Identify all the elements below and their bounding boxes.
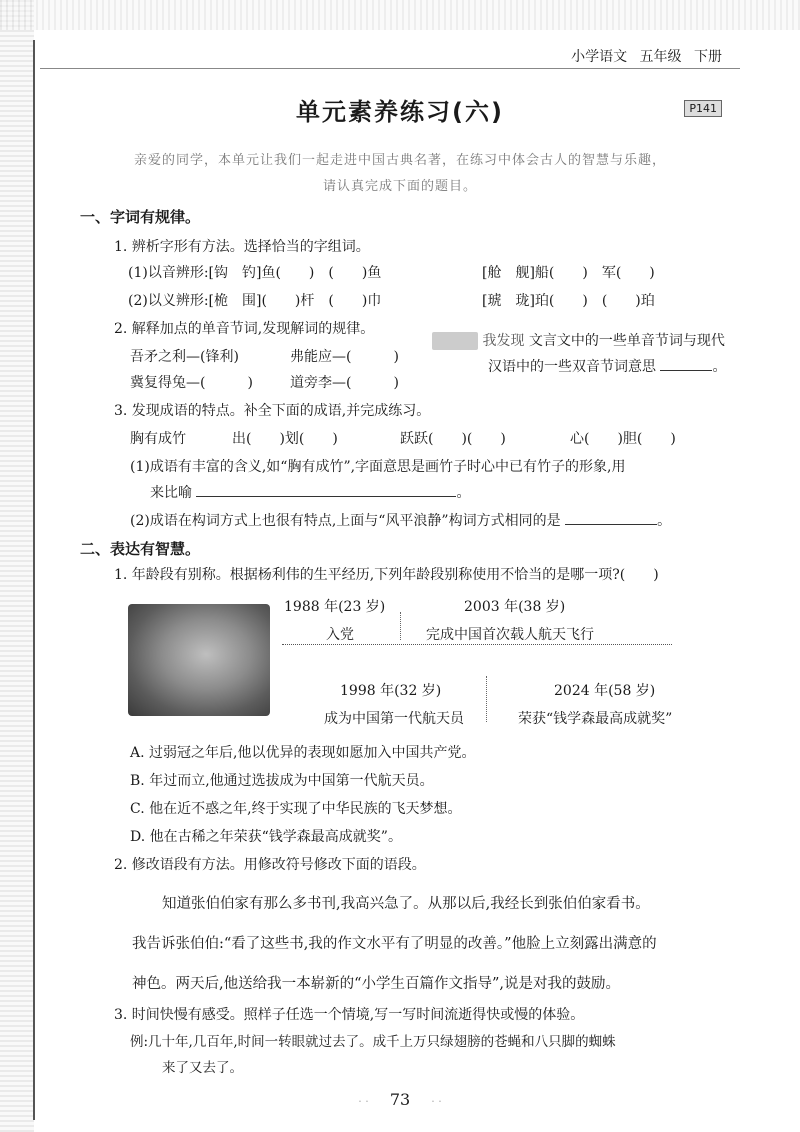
timeline-event-1998: 成为中国第一代航天员 xyxy=(324,711,464,727)
timeline-tick xyxy=(400,612,401,640)
intro-line-2: 请认真完成下面的题目。 xyxy=(322,179,477,194)
option-c[interactable]: C. 他在近不惑之年,终于实现了中华民族的飞天梦想。 xyxy=(130,801,462,817)
s2-q2-stem: 2. 修改语段有方法。用修改符号修改下面的语段。 xyxy=(114,857,426,873)
option-d[interactable]: D. 他在古稀之年荣获“钱学森最高成就奖”。 xyxy=(130,829,402,845)
scan-edge-top xyxy=(0,0,800,30)
section-2-title: 二、表达有智慧。 xyxy=(80,540,201,558)
s1-q3-p2-text: (2)成语在构词方式上也很有特点,上面与“风平浪静”构词方式相同的是 xyxy=(130,513,561,529)
intro-text xyxy=(80,148,720,200)
s1-q3-stem: 3. 发现成语的特点。补全下面的成语,并完成练习。 xyxy=(114,403,431,419)
header-subject: 小学语文 xyxy=(571,49,628,65)
idiom-3: 跃跃( )( ) xyxy=(400,431,506,447)
hint-text-1: 文言文中的一些单音节词与现代 xyxy=(528,333,725,349)
s1-q1-row1b: [舱 舰]船( ) 军( ) xyxy=(482,265,655,281)
s1-q3-p1b: 来比喻 。 xyxy=(150,485,471,501)
s2-q2-para-2: 我告诉张伯伯:“看了这些书,我的作文水平有了明显的改善。”他脸上立刻露出满意的 xyxy=(132,936,657,952)
timeline-year-1988: 1988 年(23 岁) xyxy=(284,599,386,615)
timeline-event-2024: 荣获“钱学森最高成就奖” xyxy=(518,711,673,727)
hint-answer-blank[interactable] xyxy=(660,358,712,371)
s1-q2-item-d: 道旁李—( ) xyxy=(290,375,399,391)
page-footer xyxy=(0,1090,800,1109)
s2-q2-para-3: 神色。两天后,他送给我一本崭新的“小学生百篇作文指导”,说是对我的鼓励。 xyxy=(132,976,621,992)
discover-icon xyxy=(432,332,478,350)
s2-q2-para-1: 知道张伯伯家有那么多书刊,我高兴急了。从那以后,我经长到张伯伯家看书。 xyxy=(162,896,650,912)
timeline-tick xyxy=(486,676,487,722)
intro-line-1: 亲爱的同学，本单元让我们一起走进中国古典名著，在练习中体会古人的智慧与乐趣， xyxy=(133,153,666,168)
idiom-meaning-blank[interactable] xyxy=(196,484,456,497)
s2-q3-example-1: 例:几十年,几百年,时间一转眼就过去了。成千上万只绿翅膀的苍蝇和八只脚的蜘蛛 xyxy=(130,1034,616,1050)
footer-ornament-left: · · xyxy=(358,1095,369,1108)
binding-line xyxy=(33,40,35,1120)
s2-q3-stem: 3. 时间快慢有感受。照样子任选一个情境,写一写时间流逝得快或慢的体验。 xyxy=(114,1007,585,1023)
s2-q3-example-2: 来了又去了。 xyxy=(162,1060,243,1076)
timeline-event-1988: 入党 xyxy=(326,627,354,643)
hint-label: 我发现 xyxy=(482,333,525,349)
s1-q2-stem: 2. 解释加点的单音节词,发现解词的规律。 xyxy=(114,321,375,337)
option-a[interactable]: A. 过弱冠之年后,他以优异的表现如愿加入中国共产党。 xyxy=(130,745,476,761)
idiom-2: 出( )划( ) xyxy=(232,431,338,447)
s1-q3-p1a: (1)成语有丰富的含义,如“胸有成竹”,字面意思是画竹子时心中已有竹子的形象,用 xyxy=(130,459,626,475)
s1-q1-row2a: (2)以义辨形:[桅 围]( )杆 ( )巾 xyxy=(128,293,382,309)
timeline-axis xyxy=(282,644,672,645)
s1-q2-hint-line1 xyxy=(432,330,725,350)
option-b[interactable]: B. 年过而立,他通过选拔成为中国第一代航天员。 xyxy=(130,773,434,789)
timeline-year-2003: 2003 年(38 岁) xyxy=(464,599,566,615)
structure-answer-blank[interactable] xyxy=(565,512,657,525)
header-rule xyxy=(40,68,740,69)
page-reference-badge: P141 xyxy=(684,100,722,117)
scan-edge-left xyxy=(0,0,34,1132)
header-grade: 五年级 xyxy=(639,49,682,65)
s1-q3-p1b-text: 来比喻 xyxy=(150,485,192,501)
idiom-4: 心( )胆( ) xyxy=(570,431,676,447)
timeline-year-1998: 1998 年(32 岁) xyxy=(340,683,442,699)
timeline-year-2024: 2024 年(58 岁) xyxy=(554,683,656,699)
s1-q1-stem: 1. 辨析字形有方法。选择恰当的字组词。 xyxy=(114,239,370,255)
footer-ornament-right: · · xyxy=(431,1095,442,1108)
s1-q2-hint-line2: 汉语中的一些双音节词意思 。 xyxy=(488,359,727,375)
page-title: 单元素养练习(六) xyxy=(296,98,504,126)
header-term: 下册 xyxy=(694,49,722,65)
astronaut-photo xyxy=(128,604,270,716)
s1-q3-p2: (2)成语在构词方式上也很有特点,上面与“风平浪静”构词方式相同的是 。 xyxy=(130,513,672,529)
idiom-1: 胸有成竹 xyxy=(130,431,186,447)
section-1-title: 一、字词有规律。 xyxy=(80,208,201,226)
s1-q2-item-a: 吾矛之利—(锋利) xyxy=(130,349,239,365)
s1-q1-row2b: [琥 珑]珀( ) ( )珀 xyxy=(482,293,655,309)
page-header xyxy=(563,46,722,66)
timeline-event-2003: 完成中国首次载人航天飞行 xyxy=(426,627,594,643)
s1-q2-item-c: 冀复得兔—( ) xyxy=(130,375,253,391)
hint-text-2: 汉语中的一些双音节词意思 xyxy=(488,359,656,375)
page-number: 73 xyxy=(389,1090,411,1109)
s1-q2-item-b: 弗能应—( ) xyxy=(290,349,399,365)
s1-q1-row1a: (1)以音辨形:[钩 钓]鱼( ) ( )鱼 xyxy=(128,265,382,281)
s2-q1-stem: 1. 年龄段有别称。根据杨利伟的生平经历,下列年龄段别称使用不恰当的是哪一项?( ) xyxy=(114,567,659,583)
